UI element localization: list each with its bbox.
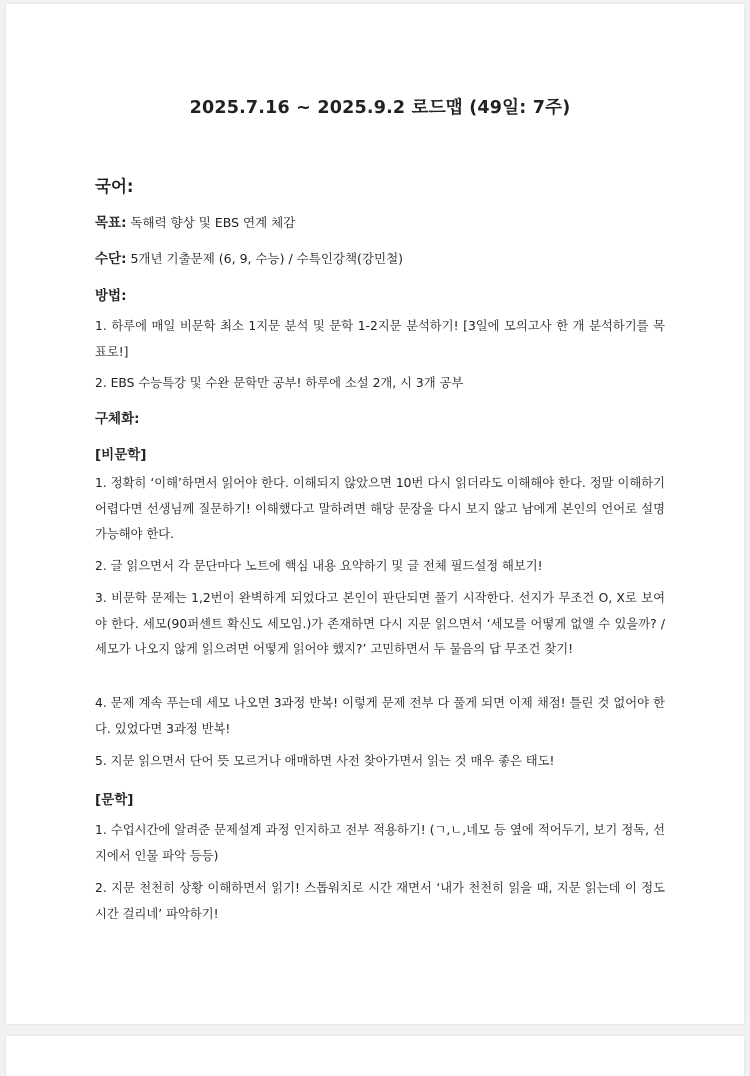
goal-text: 독해력 향상 및 EBS 연계 체감 [126,215,296,230]
subject-heading: 국어: [95,177,134,196]
nonliterature-heading: [비문학] [95,447,147,463]
document-title: 2025.7.16 ~ 2025.9.2 로드맵 (49일: 7주) [189,98,571,118]
literature-heading: [문학] [95,792,134,808]
method-item-1: 1. 하루에 매일 비문학 최소 1지문 분석 및 문학 1-2지문 분석하기! [3일에 모의고사 한 개 분석하기를 목표로!] [95,319,665,359]
literature-item-2: 2. 지문 천천히 상황 이해하면서 읽기! 스톱워치로 시간 재면서 ‘내가 천천히 읽을 때, 지문 읽는데 이 정도 시간 걸리네’ 파악하기! [95,881,665,921]
nonliterature-item-1: 1. 정확히 ‘이해’하면서 읽어야 한다. 이해되지 않았으면 10번 다시 읽더라도 이해해야 한다. 정말 이해하기 어렵다면 선생님께 질문하기! 이해했다고 말하려면 해당 문장을 다시 보지 않고 남에게 본인의 언어로 설명 가능해야 한다. [95,476,665,541]
method-item-2: 2. EBS 수능특강 및 수완 문학만 공부! 하루에 소설 2개, 시 3개 공부 [95,376,464,390]
next-page-edge [6,1036,744,1076]
nonliterature-item-3: 3. 비문학 문제는 1,2번이 완벽하게 되었다고 본인이 판단되면 풀기 시작한다. 선지가 무조건 O, X로 보여야 한다. 세모(90퍼센트 확신도 세모임.)가 존재하면 다시 지문 읽으면서 ‘세모를 어떻게 없앨 수 있을까? / 세모가 나오지 않게 읽으려면 어떻게 읽어야 했지?’ 고민하면서 두 물음의 답 무조건 찾기! [95,591,665,656]
nonliterature-item-5: 5. 지문 읽으면서 단어 뜻 모르거나 애매하면 사전 찾아가면서 읽는 것 매우 좋은 태도! [95,754,555,768]
nonliterature-item-2: 2. 글 읽으면서 각 문단마다 노트에 핵심 내용 요약하기 및 글 전체 필드설정 해보기! [95,559,543,573]
concrete-heading: 구체화: [95,411,140,427]
method-heading: 방법: [95,288,127,304]
goal-line [95,211,665,231]
means-text: 5개년 기출문제 (6, 9, 수능) / 수특인강책(강민철) [126,251,404,266]
nonliterature-item-4: 4. 문제 계속 푸는데 세모 나오면 3과정 반복! 이렇게 문제 전부 다 풀게 되면 이제 채점! 틀린 것 없어야 한다. 있었다면 3과정 반복! [95,696,665,736]
goal-label: 목표: [95,215,127,231]
means-line [95,247,665,267]
literature-item-1: 1. 수업시간에 알려준 문제설계 과정 인지하고 전부 적용하기! (ㄱ,ㄴ,네모 등 옆에 적어두기, 보기 정독, 선지에서 인물 파악 등등) [95,823,665,863]
means-label: 수단: [95,251,127,267]
document-page [6,4,744,1024]
